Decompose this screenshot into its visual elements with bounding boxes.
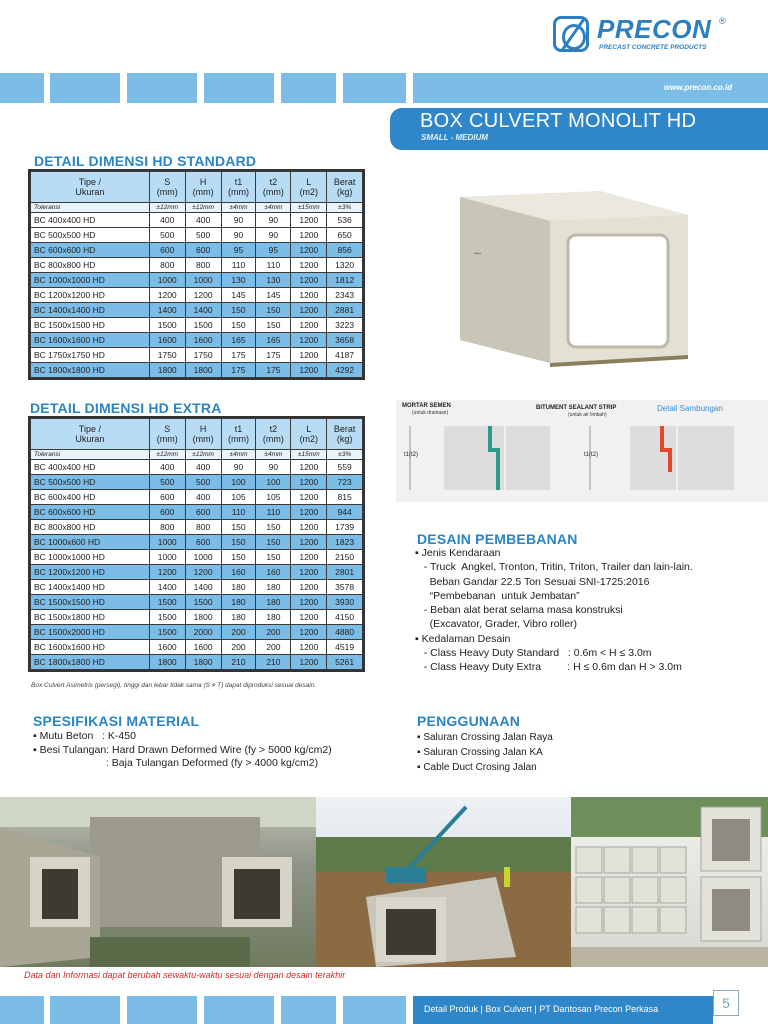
value-cell: 1400 xyxy=(149,303,185,318)
value-cell: 90 xyxy=(221,460,256,475)
col-header: S (mm) xyxy=(149,172,185,203)
value-cell: 1200 xyxy=(291,243,327,258)
value-cell: 1200 xyxy=(291,640,327,655)
value-cell: 200 xyxy=(221,625,256,640)
value-cell: 1800 xyxy=(185,655,221,670)
tolerance-cell: ±3% xyxy=(327,203,363,213)
value-cell: 150 xyxy=(221,520,256,535)
value-cell: 3578 xyxy=(327,580,363,595)
value-cell: 1200 xyxy=(291,505,327,520)
value-cell: 105 xyxy=(221,490,256,505)
value-cell: 90 xyxy=(221,228,256,243)
type-cell: BC 1600x1600 HD xyxy=(31,333,150,348)
type-cell: BC 800x800 HD xyxy=(31,520,150,535)
value-cell: 150 xyxy=(256,550,291,565)
type-cell: BC 1200x1200 HD xyxy=(31,565,150,580)
col-header: H (mm) xyxy=(185,172,221,203)
value-cell: 1200 xyxy=(149,288,185,303)
value-cell: 5261 xyxy=(327,655,363,670)
type-cell: BC 1800x1800 HD xyxy=(31,655,150,670)
list-item: (Excavator, Grader, Vibro roller) xyxy=(415,618,578,631)
col-header: t2 (mm) xyxy=(256,419,291,450)
value-cell: 1750 xyxy=(185,348,221,363)
value-cell: 1800 xyxy=(185,610,221,625)
list-item: - Class Heavy Duty Extra : H ≤ 0.6m dan H > 3.0m xyxy=(415,661,682,674)
value-cell: 1000 xyxy=(149,550,185,565)
top-bar-block xyxy=(127,73,197,103)
value-cell: 4880 xyxy=(327,625,363,640)
value-cell: 1200 xyxy=(291,595,327,610)
type-cell: BC 800x800 HD xyxy=(31,258,150,273)
installation-photo-art xyxy=(0,797,316,967)
value-cell: 1200 xyxy=(291,258,327,273)
value-cell: 175 xyxy=(221,348,256,363)
value-cell: 175 xyxy=(221,363,256,378)
value-cell: 100 xyxy=(221,475,256,490)
value-cell: 165 xyxy=(256,333,291,348)
tolerance-cell: ±12mm xyxy=(149,450,185,460)
value-cell: 800 xyxy=(185,520,221,535)
table-row xyxy=(31,303,363,318)
value-cell: 1200 xyxy=(291,363,327,378)
value-cell: 150 xyxy=(221,318,256,333)
type-cell: BC 400x400 HD xyxy=(31,213,150,228)
installation-photo xyxy=(0,797,316,967)
penggunaan-heading: PENGGUNAAN xyxy=(417,713,521,729)
table-row xyxy=(31,348,363,363)
value-cell: 150 xyxy=(221,550,256,565)
tolerance-cell: ±12mm xyxy=(185,450,221,460)
crane-photo xyxy=(316,797,571,967)
value-cell: 210 xyxy=(221,655,256,670)
value-cell: 1200 xyxy=(291,348,327,363)
value-cell: 800 xyxy=(185,258,221,273)
precon-logo xyxy=(553,14,753,56)
value-cell: 90 xyxy=(221,213,256,228)
footer-text: Detail Produk | Box Culvert | PT Dantosan Precon Perkasa xyxy=(424,1004,659,1014)
table-row xyxy=(31,258,363,273)
value-cell: 4519 xyxy=(327,640,363,655)
table-row xyxy=(31,318,363,333)
type-cell: BC 1600x1600 HD xyxy=(31,640,150,655)
value-cell: 150 xyxy=(221,535,256,550)
value-cell: 1200 xyxy=(291,273,327,288)
value-cell: 600 xyxy=(185,535,221,550)
value-cell: 90 xyxy=(256,460,291,475)
value-cell: 200 xyxy=(256,640,291,655)
col-header: Tipe / Ukuran xyxy=(31,172,150,203)
bitumen-sublabel: (untuk air limbah) xyxy=(568,412,607,418)
table-row xyxy=(31,243,363,258)
standard-dimension-table xyxy=(30,171,363,378)
table-row xyxy=(31,288,363,303)
list-item: Beban Gandar 22.5 Ton Sesuai SNI-1725:2016 xyxy=(415,575,650,588)
bottom-bar-block xyxy=(281,996,336,1024)
mortar-sublabel: (untuk drainase) xyxy=(412,410,449,416)
col-header: L (m2) xyxy=(291,419,327,450)
bottom-bar-block xyxy=(343,996,406,1024)
value-cell: 1200 xyxy=(291,490,327,505)
value-cell: 180 xyxy=(256,595,291,610)
tolerance-cell: ±4mm xyxy=(256,203,291,213)
type-cell: BC 1000x600 HD xyxy=(31,535,150,550)
list-item: ▪ Cable Duct Crosing Jalan xyxy=(417,762,537,773)
list-item: ▪ Mutu Beton : K-450 xyxy=(33,730,136,742)
value-cell: 1500 xyxy=(149,595,185,610)
tolerance-cell: ±3% xyxy=(327,450,363,460)
table-row xyxy=(31,655,363,670)
standard-heading: DETAIL DIMENSI HD STANDARD xyxy=(34,153,257,169)
spesifikasi-list xyxy=(33,730,332,771)
col-header: t1 (mm) xyxy=(221,419,256,450)
value-cell: 1800 xyxy=(185,363,221,378)
thickness-label-right: t1(t2) xyxy=(584,452,599,458)
value-cell: 4187 xyxy=(327,348,363,363)
value-cell: 1800 xyxy=(149,363,185,378)
joint-detail-diagram xyxy=(396,400,768,502)
table-row xyxy=(31,595,363,610)
tolerance-cell: Toleransi xyxy=(31,203,150,213)
value-cell: 500 xyxy=(185,475,221,490)
table-row xyxy=(31,520,363,535)
col-header: Berat (kg) xyxy=(327,172,363,203)
tolerance-cell: ±12mm xyxy=(185,203,221,213)
value-cell: 600 xyxy=(185,505,221,520)
value-cell: 400 xyxy=(185,460,221,475)
value-cell: 175 xyxy=(256,348,291,363)
value-cell: 400 xyxy=(185,213,221,228)
penggunaan-list xyxy=(417,730,553,775)
col-header: Tipe / Ukuran xyxy=(31,419,150,450)
value-cell: 944 xyxy=(327,505,363,520)
value-cell: 400 xyxy=(149,213,185,228)
list-item: ▪ Saluran Crossing Jalan Raya xyxy=(417,732,553,743)
tolerance-cell: ±15mm xyxy=(291,450,327,460)
disclaimer: Data dan Informasi dapat berubah sewaktu-waktu sesuai dengan desain terakhir xyxy=(24,970,346,980)
thickness-label-left: t1(t2) xyxy=(404,452,419,458)
value-cell: 180 xyxy=(256,580,291,595)
value-cell: 1000 xyxy=(149,535,185,550)
value-cell: 105 xyxy=(256,490,291,505)
top-bar-block xyxy=(0,73,44,103)
value-cell: 2801 xyxy=(327,565,363,580)
value-cell: 180 xyxy=(221,595,256,610)
svg-text:▪▪▪▪: ▪▪▪▪ xyxy=(474,251,482,257)
value-cell: 856 xyxy=(327,243,363,258)
value-cell: 723 xyxy=(327,475,363,490)
table-row xyxy=(31,535,363,550)
value-cell: 1200 xyxy=(185,288,221,303)
value-cell: 400 xyxy=(185,490,221,505)
type-cell: BC 500x500 HD xyxy=(31,228,150,243)
table-row xyxy=(31,640,363,655)
value-cell: 1200 xyxy=(291,565,327,580)
value-cell: 1500 xyxy=(149,610,185,625)
type-cell: BC 500x500 HD xyxy=(31,475,150,490)
value-cell: 1200 xyxy=(291,318,327,333)
value-cell: 110 xyxy=(221,505,256,520)
table-row xyxy=(31,460,363,475)
value-cell: 90 xyxy=(256,213,291,228)
value-cell: 2150 xyxy=(327,550,363,565)
value-cell: 559 xyxy=(327,460,363,475)
col-header: L (m2) xyxy=(291,172,327,203)
col-header: t1 (mm) xyxy=(221,172,256,203)
box-culvert-image xyxy=(440,175,740,375)
value-cell: 1200 xyxy=(291,303,327,318)
value-cell: 1200 xyxy=(291,460,327,475)
value-cell: 1200 xyxy=(291,228,327,243)
value-cell: 1200 xyxy=(291,655,327,670)
type-cell: BC 1500x2000 HD xyxy=(31,625,150,640)
value-cell: 3223 xyxy=(327,318,363,333)
tolerance-cell: ±15mm xyxy=(291,203,327,213)
value-cell: 175 xyxy=(256,363,291,378)
value-cell: 100 xyxy=(256,475,291,490)
type-cell: BC 1400x1400 HD xyxy=(31,303,150,318)
value-cell: 200 xyxy=(256,625,291,640)
value-cell: 1750 xyxy=(149,348,185,363)
type-cell: BC 600x600 HD xyxy=(31,243,150,258)
type-cell: BC 1500x1500 HD xyxy=(31,595,150,610)
value-cell: 1200 xyxy=(291,625,327,640)
value-cell: 180 xyxy=(221,610,256,625)
value-cell: 1823 xyxy=(327,535,363,550)
mortar-label: MORTAR SEMEN xyxy=(402,403,451,409)
bottom-bar-block xyxy=(0,996,44,1024)
type-cell: BC 400x400 HD xyxy=(31,460,150,475)
tolerance-cell: ±4mm xyxy=(256,450,291,460)
value-cell: 130 xyxy=(221,273,256,288)
value-cell: 1200 xyxy=(291,475,327,490)
value-cell: 1200 xyxy=(291,580,327,595)
value-cell: 1500 xyxy=(149,625,185,640)
list-item: ▪ Kedalaman Desain xyxy=(415,632,511,645)
type-cell: BC 1750x1750 HD xyxy=(31,348,150,363)
page-title: BOX CULVERT MONOLIT HD xyxy=(420,110,697,132)
top-bar-block xyxy=(50,73,120,103)
spesifikasi-heading: SPESIFIKASI MATERIAL xyxy=(33,713,200,729)
table-row xyxy=(31,228,363,243)
extra-heading: DETAIL DIMENSI HD EXTRA xyxy=(30,400,222,416)
value-cell: 110 xyxy=(221,258,256,273)
value-cell: 1200 xyxy=(291,535,327,550)
value-cell: 95 xyxy=(221,243,256,258)
value-cell: 536 xyxy=(327,213,363,228)
value-cell: 150 xyxy=(256,520,291,535)
asymmetric-note: Box Culvert Asimetris (persegi), tinggi dan lebar tidak sama (S ≠ T) dapat diproduksi sesuai desain. xyxy=(31,682,317,689)
page-subtitle: SMALL - MEDIUM xyxy=(421,133,488,142)
value-cell: 150 xyxy=(256,303,291,318)
value-cell: 1739 xyxy=(327,520,363,535)
value-cell: 180 xyxy=(256,610,291,625)
value-cell: 180 xyxy=(221,580,256,595)
value-cell: 1320 xyxy=(327,258,363,273)
value-cell: 145 xyxy=(256,288,291,303)
value-cell: 95 xyxy=(256,243,291,258)
value-cell: 1812 xyxy=(327,273,363,288)
table-row xyxy=(31,333,363,348)
stacked-culverts-photo xyxy=(571,797,768,967)
stacked-culverts-art xyxy=(571,797,768,967)
detail-caption: Detail Sambungan xyxy=(657,404,723,413)
value-cell: 1500 xyxy=(185,595,221,610)
type-cell: BC 1000x1000 HD xyxy=(31,273,150,288)
value-cell: 1200 xyxy=(291,333,327,348)
value-cell: 800 xyxy=(149,258,185,273)
type-cell: BC 600x600 HD xyxy=(31,505,150,520)
value-cell: 3658 xyxy=(327,333,363,348)
list-item: - Class Heavy Duty Standard : 0.6m < H ≤ 3.0m xyxy=(415,647,652,660)
value-cell: 1600 xyxy=(149,333,185,348)
col-header: t2 (mm) xyxy=(256,172,291,203)
joint-sections-drawing xyxy=(396,400,768,502)
value-cell: 165 xyxy=(221,333,256,348)
value-cell: 500 xyxy=(149,228,185,243)
value-cell: 4150 xyxy=(327,610,363,625)
value-cell: 1500 xyxy=(185,318,221,333)
value-cell: 1000 xyxy=(185,273,221,288)
bottom-bar-block xyxy=(50,996,120,1024)
value-cell: 150 xyxy=(221,303,256,318)
value-cell: 150 xyxy=(256,318,291,333)
tolerance-cell: ±4mm xyxy=(221,450,256,460)
table-row xyxy=(31,273,363,288)
desain-list xyxy=(415,546,693,675)
list-item: ▪ Besi Tulangan: Hard Drawn Deformed Wire (fy > 5000 kg/cm2) xyxy=(33,743,332,756)
value-cell: 1200 xyxy=(291,288,327,303)
value-cell: 2000 xyxy=(185,625,221,640)
value-cell: 1200 xyxy=(149,565,185,580)
value-cell: 1600 xyxy=(149,640,185,655)
value-cell: 600 xyxy=(149,243,185,258)
value-cell: 1000 xyxy=(185,550,221,565)
brand-name: PRECON xyxy=(597,14,712,44)
table-row xyxy=(31,475,363,490)
brand-subtitle: PRECAST CONCRETE PRODUCTS xyxy=(599,44,707,51)
value-cell: 1400 xyxy=(149,580,185,595)
value-cell: 200 xyxy=(221,640,256,655)
bitumen-label: BITUMENT SEALANT STRIP xyxy=(536,405,617,411)
tolerance-cell: ±12mm xyxy=(149,203,185,213)
list-item: ▪ Jenis Kendaraan xyxy=(415,547,501,559)
type-cell: BC 1000x1000 HD xyxy=(31,550,150,565)
value-cell: 1500 xyxy=(149,318,185,333)
value-cell: 600 xyxy=(149,505,185,520)
type-cell: BC 1500x1500 HD xyxy=(31,318,150,333)
value-cell: 500 xyxy=(149,475,185,490)
top-bar-block xyxy=(343,73,406,103)
table-row xyxy=(31,213,363,228)
value-cell: 3930 xyxy=(327,595,363,610)
type-cell: BC 1400x1400 HD xyxy=(31,580,150,595)
list-item: ▪ Saluran Crossing Jalan KA xyxy=(417,747,543,758)
top-bar-block xyxy=(204,73,274,103)
table-row xyxy=(31,625,363,640)
crane-photo-art xyxy=(316,797,571,967)
value-cell: 2343 xyxy=(327,288,363,303)
type-cell: BC 1200x1200 HD xyxy=(31,288,150,303)
value-cell: 145 xyxy=(221,288,256,303)
type-cell: BC 1800x1800 HD xyxy=(31,363,150,378)
table-row xyxy=(31,550,363,565)
value-cell: 1800 xyxy=(149,655,185,670)
value-cell: 1400 xyxy=(185,303,221,318)
table-row xyxy=(31,490,363,505)
registered-mark: ® xyxy=(719,16,726,26)
value-cell: 110 xyxy=(256,258,291,273)
value-cell: 815 xyxy=(327,490,363,505)
value-cell: 500 xyxy=(185,228,221,243)
bottom-bar-block xyxy=(127,996,197,1024)
value-cell: 110 xyxy=(256,505,291,520)
value-cell: 90 xyxy=(256,228,291,243)
value-cell: 150 xyxy=(256,535,291,550)
desain-heading: DESAIN PEMBEBANAN xyxy=(417,531,578,547)
page-number: 5 xyxy=(713,990,739,1016)
value-cell: 160 xyxy=(256,565,291,580)
list-item: “Pembebanan untuk Jembatan” xyxy=(415,589,580,602)
value-cell: 600 xyxy=(185,243,221,258)
col-header: H (mm) xyxy=(185,419,221,450)
value-cell: 2881 xyxy=(327,303,363,318)
table-row xyxy=(31,363,363,378)
value-cell: 1000 xyxy=(149,273,185,288)
tolerance-cell: ±4mm xyxy=(221,203,256,213)
table-row xyxy=(31,610,363,625)
col-header: S (mm) xyxy=(149,419,185,450)
value-cell: 210 xyxy=(256,655,291,670)
value-cell: 800 xyxy=(149,520,185,535)
value-cell: 600 xyxy=(149,490,185,505)
list-item: - Truck Angkel, Tronton, Tritin, Triton, Trailer dan lain-lain. xyxy=(415,561,693,574)
value-cell: 650 xyxy=(327,228,363,243)
tolerance-cell: Toleransi xyxy=(31,450,150,460)
list-item: : Baja Tulangan Deformed (fy > 4000 kg/cm2) xyxy=(33,757,319,769)
bottom-bar-block xyxy=(204,996,274,1024)
table-row xyxy=(31,565,363,580)
value-cell: 400 xyxy=(149,460,185,475)
value-cell: 1200 xyxy=(185,565,221,580)
website-url[interactable]: www.precon.co.id xyxy=(663,83,732,92)
type-cell: BC 1500x1800 HD xyxy=(31,610,150,625)
value-cell: 1200 xyxy=(291,550,327,565)
value-cell: 160 xyxy=(221,565,256,580)
list-item: - Beban alat berat selama masa konstruksi xyxy=(415,604,623,617)
table-row xyxy=(31,505,363,520)
value-cell: 1200 xyxy=(291,213,327,228)
table-row xyxy=(31,580,363,595)
value-cell: 1600 xyxy=(185,640,221,655)
value-cell: 1600 xyxy=(185,333,221,348)
value-cell: 1400 xyxy=(185,580,221,595)
type-cell: BC 600x400 HD xyxy=(31,490,150,505)
value-cell: 4292 xyxy=(327,363,363,378)
value-cell: 1200 xyxy=(291,520,327,535)
extra-dimension-table xyxy=(30,418,363,670)
col-header: Berat (kg) xyxy=(327,419,363,450)
top-bar-block xyxy=(281,73,336,103)
value-cell: 1200 xyxy=(291,610,327,625)
value-cell: 130 xyxy=(256,273,291,288)
precon-logo-icon xyxy=(553,16,589,52)
